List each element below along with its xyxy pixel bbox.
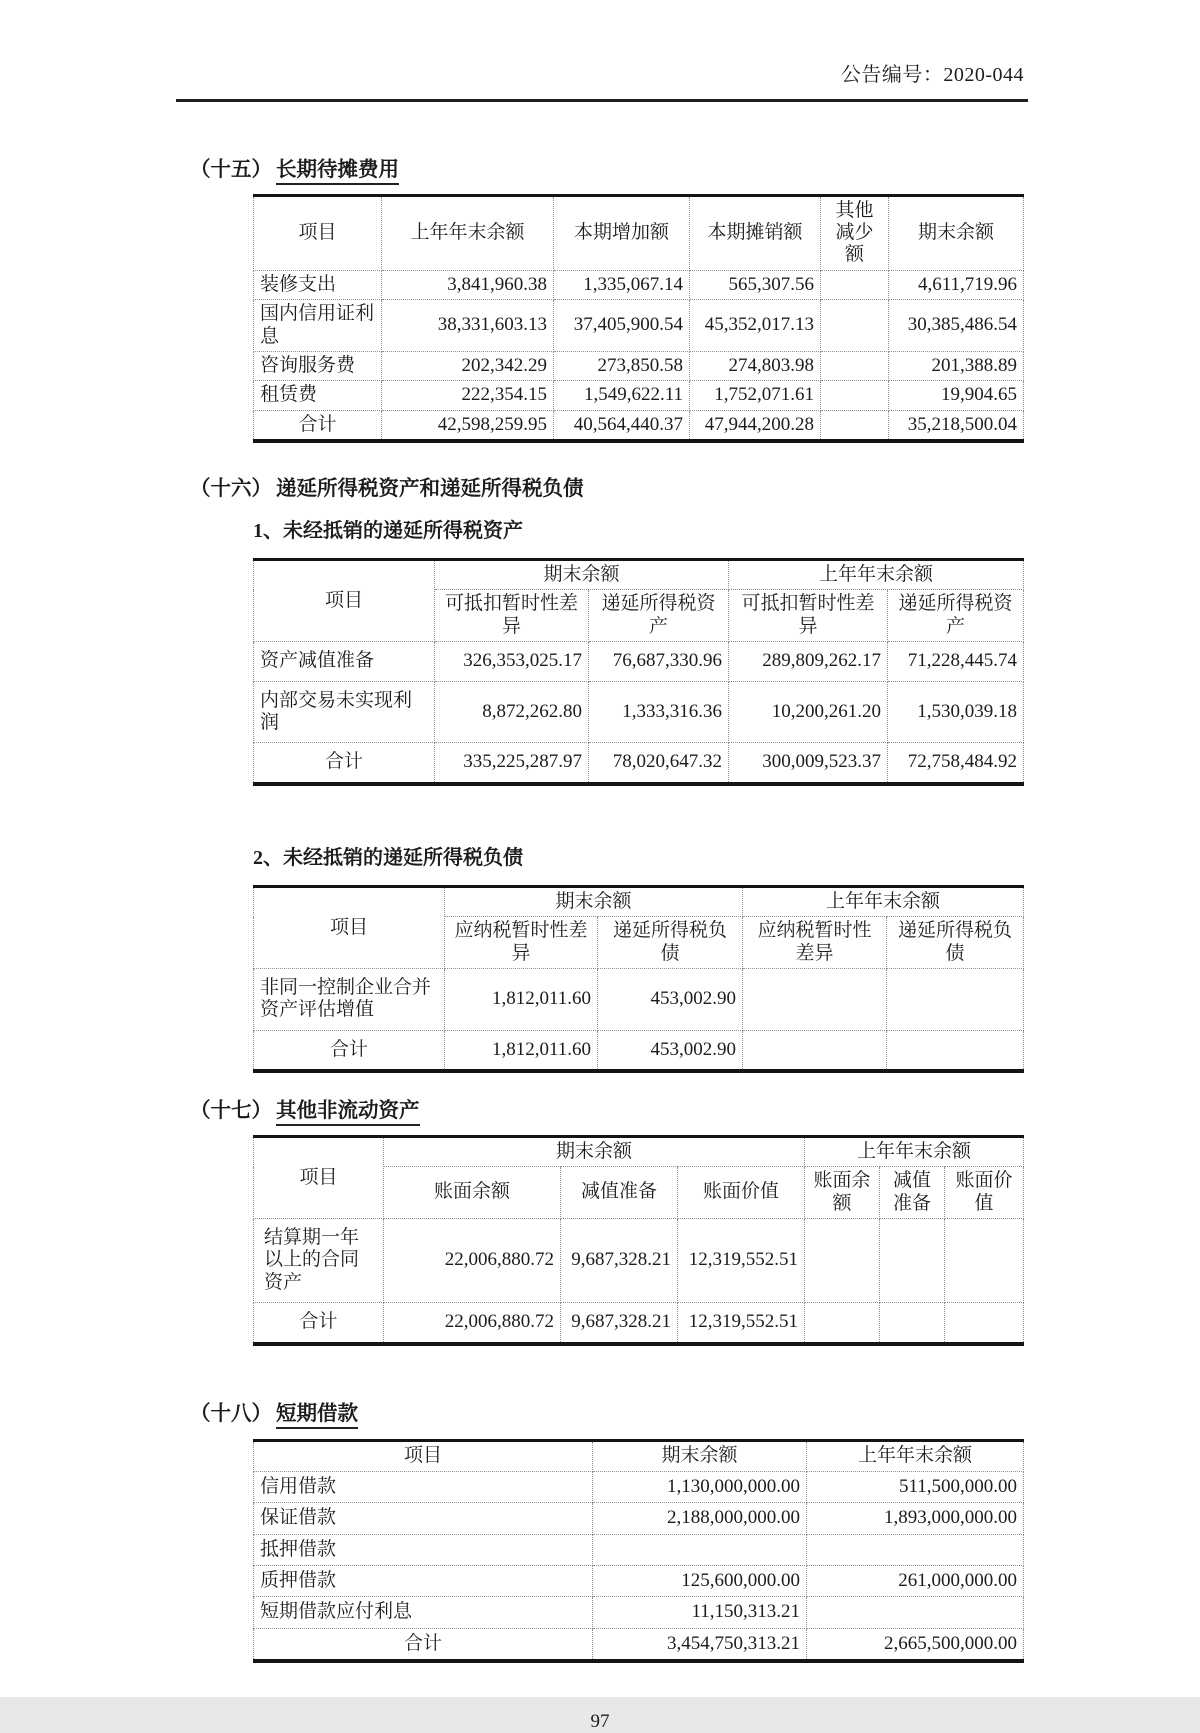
cell-value: 201,388.89 bbox=[889, 352, 1024, 381]
table-row bbox=[254, 300, 1024, 352]
table-total-row bbox=[254, 1303, 1024, 1344]
total-label: 合计 bbox=[254, 1303, 384, 1344]
section-15-heading bbox=[190, 158, 1200, 184]
cell-value bbox=[887, 1030, 1024, 1071]
cell-value: 511,500,000.00 bbox=[807, 1471, 1024, 1502]
table-row bbox=[254, 968, 1024, 1030]
cell-value: 453,002.90 bbox=[598, 968, 743, 1030]
table-group-header-row bbox=[254, 1136, 1024, 1166]
page-number: 97 bbox=[590, 1711, 610, 1733]
doc-number-text: 公告编号：2020-044 bbox=[840, 64, 1024, 86]
cell-value: 30,385,486.54 bbox=[889, 300, 1024, 352]
column-header: 递延所得税负债 bbox=[887, 917, 1024, 969]
table-total-row bbox=[254, 743, 1024, 784]
cell-value: 22,006,880.72 bbox=[384, 1303, 561, 1344]
column-header: 账面价值 bbox=[678, 1167, 805, 1219]
cell-value bbox=[880, 1303, 945, 1344]
cell-value: 40,564,440.37 bbox=[554, 410, 690, 441]
cell-value: 300,009,523.37 bbox=[729, 743, 888, 784]
table-row bbox=[254, 270, 1024, 299]
row-label: 保证借款 bbox=[254, 1503, 593, 1534]
cell-value: 335,225,287.97 bbox=[435, 743, 589, 784]
group-header: 上年年末余额 bbox=[805, 1136, 1024, 1166]
cell-value: 3,454,750,313.21 bbox=[593, 1628, 807, 1661]
table-row bbox=[254, 1565, 1024, 1596]
row-label: 抵押借款 bbox=[254, 1534, 593, 1565]
table-row bbox=[254, 1219, 1024, 1303]
cell-value: 2,665,500,000.00 bbox=[807, 1628, 1024, 1661]
cell-value: 261,000,000.00 bbox=[807, 1565, 1024, 1596]
cell-value: 37,405,900.54 bbox=[554, 300, 690, 352]
cell-value: 19,904.65 bbox=[889, 381, 1024, 410]
group-header: 上年年末余额 bbox=[729, 559, 1024, 589]
table-group-header-row bbox=[254, 559, 1024, 589]
cell-value bbox=[887, 968, 1024, 1030]
cell-value: 72,758,484.92 bbox=[888, 743, 1024, 784]
column-header: 递延所得税资产 bbox=[589, 590, 729, 642]
cell-value: 12,319,552.51 bbox=[678, 1303, 805, 1344]
cell-value: 3,841,960.38 bbox=[382, 270, 554, 299]
cell-value: 453,002.90 bbox=[598, 1030, 743, 1071]
cell-value bbox=[821, 300, 889, 352]
cell-value: 76,687,330.96 bbox=[589, 642, 729, 681]
cell-value: 1,530,039.18 bbox=[888, 681, 1024, 743]
header-rule bbox=[176, 99, 1028, 102]
cell-value bbox=[821, 410, 889, 441]
row-label: 信用借款 bbox=[254, 1471, 593, 1502]
cell-value: 22,006,880.72 bbox=[384, 1219, 561, 1303]
cell-value: 4,611,719.96 bbox=[889, 270, 1024, 299]
cell-value: 8,872,262.80 bbox=[435, 681, 589, 743]
section-15-title: 长期待摊费用 bbox=[276, 159, 399, 185]
cell-value: 12,319,552.51 bbox=[678, 1219, 805, 1303]
cell-value: 222,354.15 bbox=[382, 381, 554, 410]
cell-value: 1,812,011.60 bbox=[445, 968, 598, 1030]
cell-value: 1,130,000,000.00 bbox=[593, 1471, 807, 1502]
column-header: 减值准备 bbox=[561, 1167, 678, 1219]
cell-value: 125,600,000.00 bbox=[593, 1565, 807, 1596]
column-header: 递延所得税负债 bbox=[598, 917, 743, 969]
column-header: 递延所得税资产 bbox=[888, 590, 1024, 642]
cell-value bbox=[593, 1534, 807, 1565]
short-term-borrowings-table bbox=[253, 1439, 1024, 1663]
row-label: 租赁费 bbox=[254, 381, 382, 410]
cell-value bbox=[821, 352, 889, 381]
column-header: 期末余额 bbox=[593, 1441, 807, 1471]
cell-value: 289,809,262.17 bbox=[729, 642, 888, 681]
table-group-header-row bbox=[254, 886, 1024, 916]
table-row bbox=[254, 642, 1024, 681]
cell-value bbox=[743, 968, 887, 1030]
cell-value bbox=[807, 1597, 1024, 1628]
column-header: 可抵扣暂时性差异 bbox=[729, 590, 888, 642]
cell-value: 38,331,603.13 bbox=[382, 300, 554, 352]
group-header: 期末余额 bbox=[445, 886, 743, 916]
cell-value: 47,944,200.28 bbox=[690, 410, 821, 441]
deferred-tax-assets-table bbox=[253, 558, 1024, 786]
row-label: 非同一控制企业合并资产评估增值 bbox=[254, 968, 445, 1030]
row-label: 国内信用证利息 bbox=[254, 300, 382, 352]
column-header: 账面余额 bbox=[805, 1167, 880, 1219]
row-label: 短期借款应付利息 bbox=[254, 1597, 593, 1628]
section-18-heading bbox=[190, 1402, 1200, 1428]
column-header: 减值准备 bbox=[880, 1167, 945, 1219]
column-header: 项目 bbox=[254, 1441, 593, 1471]
row-label: 咨询服务费 bbox=[254, 352, 382, 381]
total-label: 合计 bbox=[254, 1030, 445, 1071]
section-18-number: （十八） bbox=[190, 1402, 272, 1425]
column-header: 账面余额 bbox=[384, 1167, 561, 1219]
other-non-current-assets-table bbox=[253, 1135, 1024, 1346]
column-header: 账面价值 bbox=[945, 1167, 1024, 1219]
table-header-row bbox=[254, 1441, 1024, 1471]
cell-value bbox=[945, 1303, 1024, 1344]
subsection-2-heading: 2、未经抵销的递延所得税负债 bbox=[253, 846, 523, 869]
row-label: 资产减值准备 bbox=[254, 642, 435, 681]
doc-number bbox=[0, 0, 1200, 87]
cell-value bbox=[821, 381, 889, 410]
section-17-title: 其他非流动资产 bbox=[276, 1100, 420, 1126]
cell-value: 565,307.56 bbox=[690, 270, 821, 299]
total-label: 合计 bbox=[254, 743, 435, 784]
cell-value: 274,803.98 bbox=[690, 352, 821, 381]
table-row bbox=[254, 1534, 1024, 1565]
subsection-1-heading: 1、未经抵销的递延所得税资产 bbox=[253, 519, 523, 542]
cell-value: 45,352,017.13 bbox=[690, 300, 821, 352]
cell-value: 71,228,445.74 bbox=[888, 642, 1024, 681]
cell-value: 42,598,259.95 bbox=[382, 410, 554, 441]
cell-value bbox=[743, 1030, 887, 1071]
column-header: 本期增加额 bbox=[554, 195, 690, 270]
section-16-number: （十六） bbox=[190, 478, 272, 501]
long-term-deferred-expenses-table bbox=[253, 194, 1024, 444]
cell-value: 273,850.58 bbox=[554, 352, 690, 381]
cell-value bbox=[880, 1219, 945, 1303]
cell-value: 78,020,647.32 bbox=[589, 743, 729, 784]
row-label: 内部交易未实现利润 bbox=[254, 681, 435, 743]
cell-value: 11,150,313.21 bbox=[593, 1597, 807, 1628]
cell-value: 1,893,000,000.00 bbox=[807, 1503, 1024, 1534]
column-header: 上年年末余额 bbox=[382, 195, 554, 270]
table-row bbox=[254, 1471, 1024, 1502]
cell-value: 1,812,011.60 bbox=[445, 1030, 598, 1071]
column-header: 期末余额 bbox=[889, 195, 1024, 270]
section-16-heading bbox=[190, 477, 1200, 503]
row-label: 装修支出 bbox=[254, 270, 382, 299]
row-label: 质押借款 bbox=[254, 1565, 593, 1596]
cell-value bbox=[805, 1303, 880, 1344]
deferred-tax-liabilities-table bbox=[253, 885, 1024, 1073]
cell-value: 326,353,025.17 bbox=[435, 642, 589, 681]
cell-value bbox=[821, 270, 889, 299]
cell-value bbox=[805, 1219, 880, 1303]
table-row bbox=[254, 681, 1024, 743]
table-row bbox=[254, 1503, 1024, 1534]
table-header-row bbox=[254, 195, 1024, 270]
group-header: 期末余额 bbox=[435, 559, 729, 589]
cell-value: 1,752,071.61 bbox=[690, 381, 821, 410]
group-header: 上年年末余额 bbox=[743, 886, 1024, 916]
column-header: 项目 bbox=[254, 559, 435, 641]
group-header: 期末余额 bbox=[384, 1136, 805, 1166]
column-header: 可抵扣暂时性差异 bbox=[435, 590, 589, 642]
column-header: 项目 bbox=[254, 195, 382, 270]
section-17-number: （十七） bbox=[190, 1100, 272, 1123]
total-label: 合计 bbox=[254, 1628, 593, 1661]
section-18-title: 短期借款 bbox=[276, 1403, 358, 1429]
column-header: 应纳税暂时性差异 bbox=[743, 917, 887, 969]
section-16-title: 递延所得税资产和递延所得税负债 bbox=[276, 478, 584, 501]
cell-value: 202,342.29 bbox=[382, 352, 554, 381]
cell-value: 2,188,000,000.00 bbox=[593, 1503, 807, 1534]
cell-value: 9,687,328.21 bbox=[561, 1219, 678, 1303]
cell-value: 9,687,328.21 bbox=[561, 1303, 678, 1344]
section-17-heading bbox=[190, 1099, 1200, 1125]
cell-value bbox=[807, 1534, 1024, 1565]
column-header: 上年年末余额 bbox=[807, 1441, 1024, 1471]
cell-value: 35,218,500.04 bbox=[889, 410, 1024, 441]
table-row bbox=[254, 381, 1024, 410]
column-header: 项目 bbox=[254, 1136, 384, 1218]
column-header: 项目 bbox=[254, 886, 445, 968]
total-label: 合计 bbox=[254, 410, 382, 441]
table-row bbox=[254, 352, 1024, 381]
cell-value: 1,549,622.11 bbox=[554, 381, 690, 410]
column-header: 本期摊销额 bbox=[690, 195, 821, 270]
cell-value: 1,335,067.14 bbox=[554, 270, 690, 299]
table-total-row bbox=[254, 1030, 1024, 1071]
row-label: 结算期一年以上的合同资产 bbox=[254, 1219, 384, 1303]
cell-value: 10,200,261.20 bbox=[729, 681, 888, 743]
column-header: 其他减少额 bbox=[821, 195, 889, 270]
table-row bbox=[254, 1597, 1024, 1628]
table-total-row bbox=[254, 1628, 1024, 1661]
cell-value: 1,333,316.36 bbox=[589, 681, 729, 743]
section-15-number: （十五） bbox=[190, 159, 272, 181]
cell-value bbox=[945, 1219, 1024, 1303]
table-total-row bbox=[254, 410, 1024, 441]
column-header: 应纳税暂时性差异 bbox=[445, 917, 598, 969]
